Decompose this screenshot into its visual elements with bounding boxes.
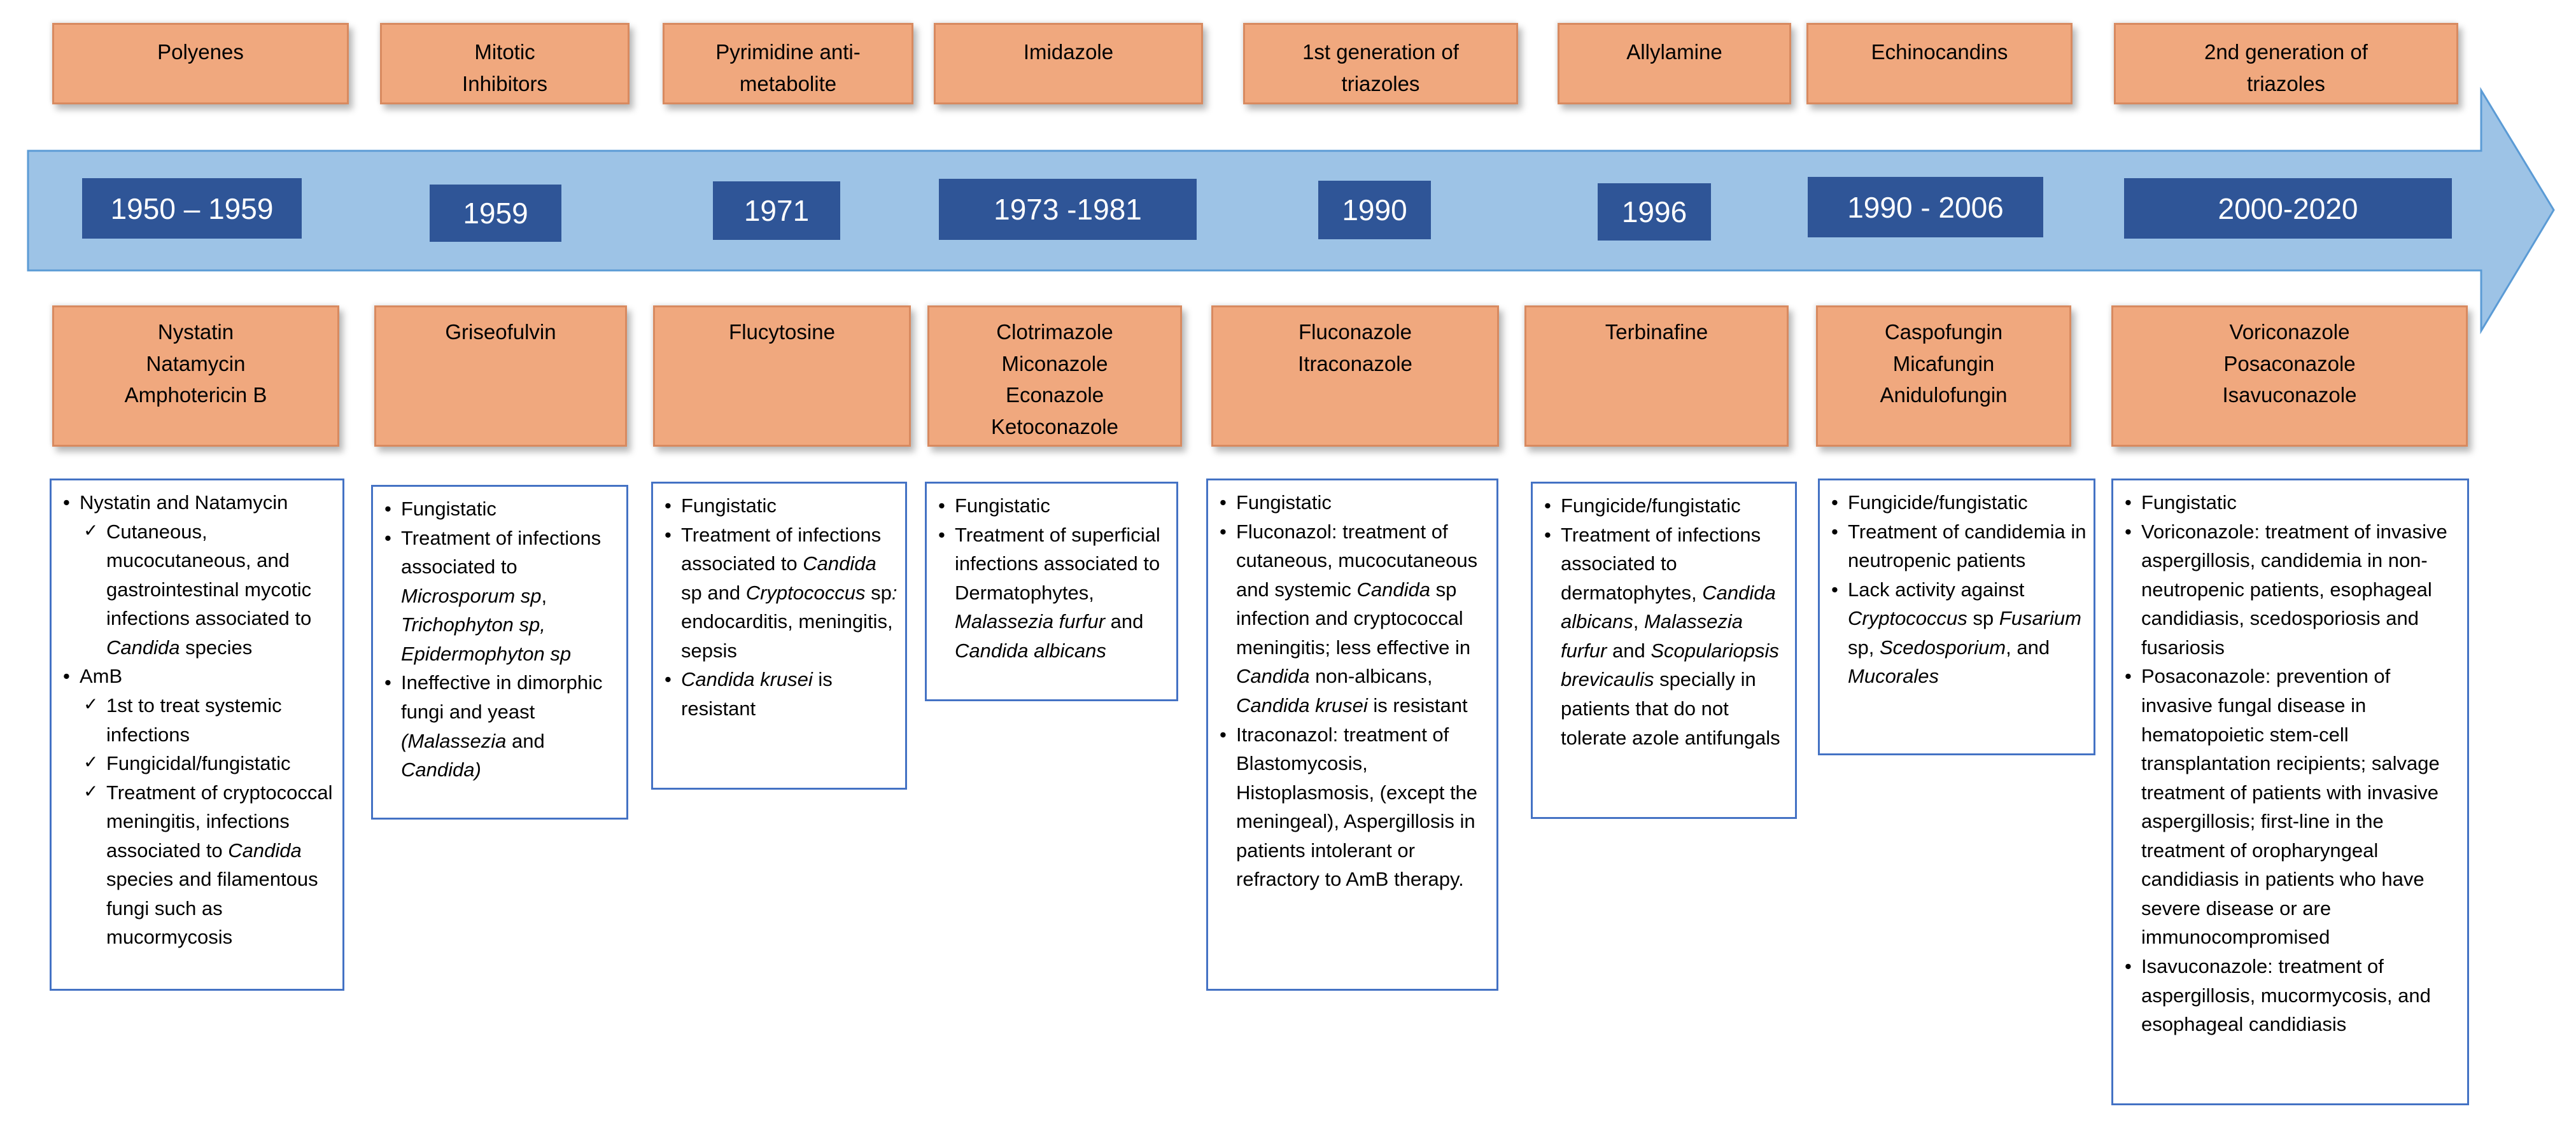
info-text: Candida) xyxy=(401,758,481,781)
info-item xyxy=(2120,662,2461,952)
drug-names-box xyxy=(1816,305,2071,447)
info-text: Trichophyton sp, Epidermophyton sp xyxy=(401,613,572,665)
info-item xyxy=(2120,517,2461,662)
info-text: 1st to treat systemic infections xyxy=(106,694,282,746)
info-text: sp and xyxy=(681,581,746,604)
drug-class-label: Mitotic Inhibitors xyxy=(462,40,547,95)
info-item xyxy=(1214,720,1490,894)
info-text: Fluconazol: treatment of cutaneous, mucocutaneous and systemic xyxy=(1236,520,1478,601)
drug-names-box xyxy=(2111,305,2468,447)
info-text: Cryptococcus xyxy=(1848,607,1967,630)
year-label: 1996 xyxy=(1598,183,1711,241)
info-text: Treatment of cryptococcal meningitis, infections associated to xyxy=(106,781,333,862)
info-text: : xyxy=(891,581,897,604)
drug-names-box xyxy=(927,305,1182,447)
info-box xyxy=(925,482,1178,701)
info-text: Ineffective in dimorphic fungi and yeast xyxy=(401,671,603,723)
info-item xyxy=(2120,952,2461,1039)
info-box xyxy=(1206,479,1498,991)
info-text: Fungicide/fungistatic xyxy=(1848,491,2028,514)
year-label: 1973 -1981 xyxy=(939,179,1197,240)
info-item xyxy=(1539,491,1789,521)
info-text: Fungistatic xyxy=(2141,491,2237,514)
info-item xyxy=(58,662,336,691)
info-text: Mucorales xyxy=(1848,665,1939,688)
info-list xyxy=(1539,491,1789,752)
info-text: Itraconazol: treatment of Blastomycosis, Histoplasmosis, (except the meningeal), Aspergillosis in patients intolerant or refractory to AmB therapy. xyxy=(1236,723,1478,891)
info-box xyxy=(50,479,344,991)
info-box xyxy=(651,482,907,790)
drug-class-label: Polyenes xyxy=(157,40,244,64)
info-text: Cryptococcus xyxy=(745,581,866,604)
info-item xyxy=(1826,517,2087,575)
info-box xyxy=(2111,479,2469,1105)
drug-class-box xyxy=(2114,23,2458,104)
info-item xyxy=(379,524,620,669)
info-text: Malassezia furfur xyxy=(955,610,1106,633)
drug-names-box xyxy=(1211,305,1499,447)
info-text: Candida xyxy=(228,839,302,862)
info-text: Isavuconazole: treatment of aspergillosis, mucormycosis, and esophageal candidiasis xyxy=(2141,955,2431,1036)
drug-class-label: Imidazole xyxy=(1023,40,1114,64)
drug-class-box xyxy=(1806,23,2073,104)
info-item xyxy=(659,491,899,521)
info-list xyxy=(58,488,336,952)
info-text: sp, xyxy=(1848,636,1880,659)
info-text: Candida krusei xyxy=(681,668,813,691)
info-text: Candida krusei xyxy=(1236,694,1368,716)
info-text: is resistant xyxy=(681,668,833,720)
year-label: 1971 xyxy=(713,181,840,240)
year-label: 2000-2020 xyxy=(2124,178,2452,239)
year-label: 1990 - 2006 xyxy=(1808,177,2043,237)
info-text: species and filamentous fungi such as mucormycosis xyxy=(106,868,318,949)
info-text: Fungistatic xyxy=(955,494,1050,517)
drug-names: Caspofungin Micafungin Anidulofungin xyxy=(1880,320,2008,407)
drug-class-label: Pyrimidine anti- metabolite xyxy=(715,40,861,95)
info-text: Voriconazole: treatment of invasive aspergillosis, candidemia in non-neutropenic patients, esophageal candidiasis, scedosporiosis and fusariosis xyxy=(2141,520,2447,659)
drug-class-label: Echinocandins xyxy=(1871,40,2008,64)
info-text: (Malassezia xyxy=(401,729,507,752)
drug-class-box xyxy=(52,23,349,104)
drug-class-label: 1st generation of triazoles xyxy=(1302,40,1459,95)
info-list xyxy=(2120,488,2461,1039)
info-text: Cutaneous, mucocutaneous, and gastrointestinal mycotic infections associated to xyxy=(106,520,312,630)
info-list xyxy=(1214,488,1490,894)
info-list xyxy=(659,491,899,723)
info-item xyxy=(933,521,1170,666)
drug-names-box xyxy=(374,305,627,447)
info-box xyxy=(1531,482,1797,819)
info-text: Treatment of infections associated to xyxy=(681,523,882,575)
info-box xyxy=(371,485,628,820)
info-item xyxy=(1826,488,2087,517)
info-text: species xyxy=(179,636,253,659)
info-text: Treatment of infections associated to dermatophytes, xyxy=(1561,523,1761,604)
info-text: sp xyxy=(865,581,892,604)
drug-names: Voriconazole Posaconazole Isavuconazole xyxy=(2222,320,2357,407)
info-text: is resistant xyxy=(1367,694,1468,716)
info-list xyxy=(379,494,620,785)
info-text: non-albicans, xyxy=(1309,665,1433,688)
year-label: 1990 xyxy=(1318,181,1431,239)
drug-names-box xyxy=(653,305,911,447)
info-text: endocarditis, meningitis, sepsis xyxy=(681,610,893,662)
info-subitem xyxy=(58,517,336,662)
drug-names: Fluconazole Itraconazole xyxy=(1298,320,1412,375)
info-item xyxy=(1214,517,1490,720)
info-text: Candida xyxy=(1236,665,1310,688)
info-text: and xyxy=(1105,610,1144,633)
info-list xyxy=(933,491,1170,665)
info-text: Candida albicans xyxy=(955,639,1106,662)
info-text: , and xyxy=(2006,636,2050,659)
info-text: Candida albicans xyxy=(1561,581,1776,633)
info-list xyxy=(1826,488,2087,691)
year-label: 1959 xyxy=(430,185,561,242)
drug-names: Terbinafine xyxy=(1605,320,1708,344)
info-item xyxy=(659,665,899,723)
info-text: Treatment of candidemia in neutropenic patients xyxy=(1848,520,2087,572)
year-label: 1950 – 1959 xyxy=(82,178,302,239)
info-item xyxy=(2120,488,2461,517)
info-text: sp xyxy=(1967,607,1999,630)
info-item xyxy=(933,491,1170,521)
drug-names-box xyxy=(1524,305,1789,447)
info-text: and xyxy=(506,729,545,752)
info-item xyxy=(1826,575,2087,691)
info-text: Fungicidal/fungistatic xyxy=(106,752,291,775)
drug-class-box xyxy=(380,23,630,104)
info-item xyxy=(58,488,336,517)
info-text: Scopulariopsis brevicaulis xyxy=(1561,639,1779,691)
info-subitem xyxy=(58,691,336,749)
info-text: Posaconazole: prevention of invasive fungal disease in hematopoietic stem-cell transplantation recipients; salvage treatment of patients with invasive aspergillosis; first-line in the treatment of oropharyngeal candidiasis in patients who have severe disease or are immunocompromised xyxy=(2141,665,2440,949)
info-text: Lack activity against xyxy=(1848,578,2025,601)
info-text: , xyxy=(1633,610,1644,633)
info-subitem xyxy=(58,778,336,952)
drug-names: Griseofulvin xyxy=(445,320,556,344)
info-text: Fungistatic xyxy=(401,498,496,520)
info-text: Fungicide/fungistatic xyxy=(1561,494,1741,517)
info-text: Treatment of superficial infections associated to Dermatophytes, xyxy=(955,523,1160,604)
info-item xyxy=(659,521,899,666)
info-text: Fusarium xyxy=(1999,607,2081,630)
drug-class-box xyxy=(1558,23,1791,104)
info-text: Microsporum sp xyxy=(401,584,542,607)
info-item xyxy=(379,668,620,784)
info-text: Scedosporium xyxy=(1879,636,2006,659)
info-text: , xyxy=(541,584,547,607)
drug-names-box xyxy=(52,305,339,447)
info-text: Candida xyxy=(1356,578,1430,601)
info-text: sp infection and cryptococcal meningitis; less effective in xyxy=(1236,578,1471,659)
info-item xyxy=(1214,488,1490,517)
drug-names: Flucytosine xyxy=(729,320,835,344)
info-text: Malassezia furfur xyxy=(1561,610,1743,662)
info-text: Treatment of infections associated to xyxy=(401,526,602,578)
info-box xyxy=(1818,479,2095,755)
drug-names: Clotrimazole Miconazole Econazole Ketoconazole xyxy=(991,320,1118,438)
info-text: Fungistatic xyxy=(681,494,777,517)
drug-class-label: Allylamine xyxy=(1626,40,1722,64)
info-text: Candida xyxy=(106,636,180,659)
info-text: Candida xyxy=(803,552,876,575)
info-text: AmB xyxy=(80,665,123,688)
info-subitem xyxy=(58,749,336,778)
info-text: Fungistatic xyxy=(1236,491,1332,514)
info-text: and xyxy=(1607,639,1651,662)
info-text: Nystatin and Natamycin xyxy=(80,491,288,514)
info-item xyxy=(379,494,620,524)
drug-class-box xyxy=(1243,23,1518,104)
drug-class-box xyxy=(663,23,913,104)
info-item xyxy=(1539,521,1789,753)
info-text: specially in patients that do not tolerate azole antifungals xyxy=(1561,668,1780,749)
drug-class-label: 2nd generation of triazoles xyxy=(2204,40,2368,95)
drug-names: Nystatin Natamycin Amphotericin B xyxy=(124,320,267,407)
drug-class-box xyxy=(934,23,1203,104)
